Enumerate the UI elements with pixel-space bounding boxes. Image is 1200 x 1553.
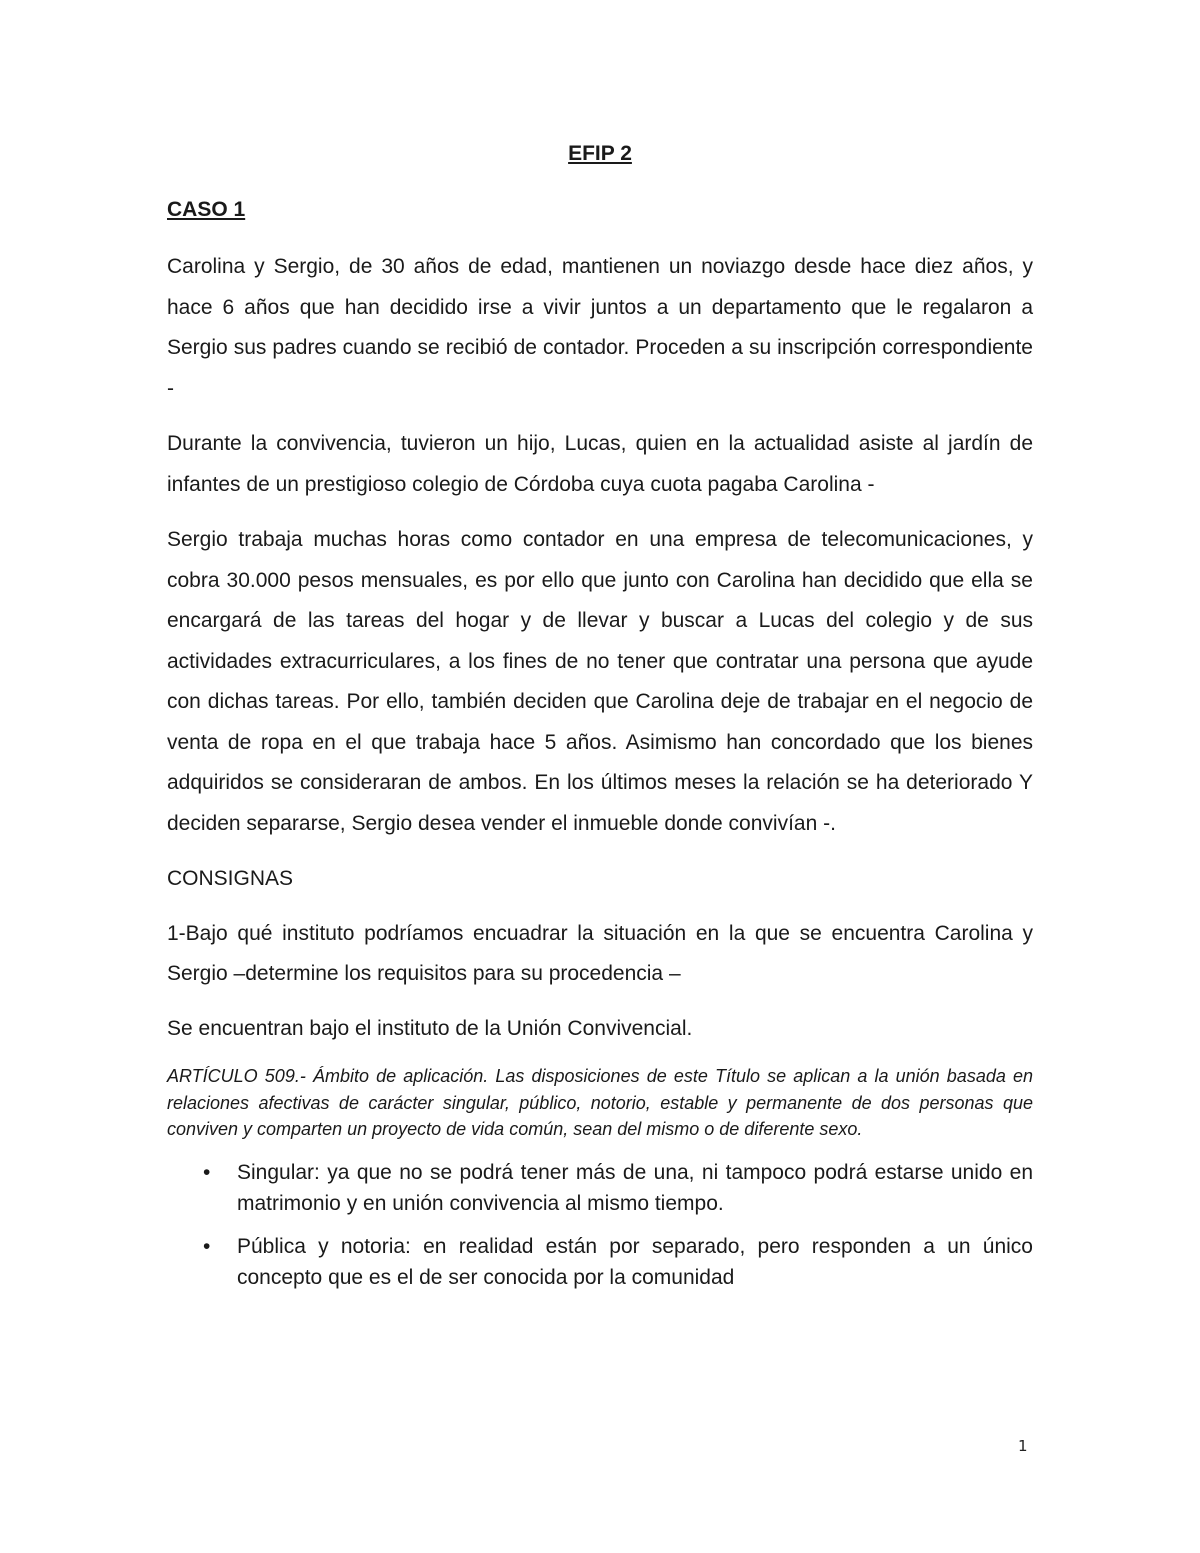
article-509-quote: ARTÍCULO 509.- Ámbito de aplicación. Las disposiciones de este Título se aplican a la unión basada en relaciones afectivas de carácter singular, público, notorio, estable y permanente de dos personas que conviven y comparten un proyecto de vida común, sean del mismo o de diferente sexo.	[167, 1066, 1033, 1139]
page-content	[167, 138, 1033, 1305]
list-item-text: Pública y notoria: en realidad están por separado, pero responden a un único concepto que es el de ser conocida por la comunidad	[237, 1234, 1033, 1289]
bullet-icon: •	[203, 1160, 211, 1184]
case-paragraph-2: Durante la convivencia, tuvieron un hijo, Lucas, quien en la actualidad asiste al jardín de infantes de un prestigioso colegio de Córdoba cuya cuota pagaba Carolina -	[167, 432, 1033, 496]
document-title: EFIP 2	[568, 142, 632, 165]
case-paragraph-1: Carolina y Sergio, de 30 años de edad, mantienen un noviazgo desde hace diez años, y hace 6 años que han decidido irse a vivir juntos a un departamento que le regalaron a Sergio sus padres cuando se recibió de contador. Proceden a su inscripción correspondiente -	[167, 255, 1033, 400]
answer-1: Se encuentran bajo el instituto de la Unión Convivencial.	[167, 1016, 693, 1040]
list-item	[167, 1157, 1033, 1219]
bullet-icon: •	[203, 1234, 211, 1258]
list-item-text: Singular: ya que no se podrá tener más de una, ni tampoco podrá estarse unido en matrimonio y en unión convivencia al mismo tiempo.	[237, 1160, 1033, 1215]
page-number: 1	[1018, 1437, 1028, 1455]
consignas-heading: CONSIGNAS	[167, 867, 294, 890]
list-item	[167, 1231, 1033, 1293]
requirements-list	[167, 1157, 1033, 1293]
question-1: 1-Bajo qué instituto podríamos encuadrar la situación en la que se encuentra Carolina y Sergio –determine los requisitos para su procedencia –	[167, 921, 1033, 985]
case-title: CASO 1	[167, 198, 246, 221]
case-paragraph-3: Sergio trabaja muchas horas como contador en una empresa de telecomunicaciones, y cobra 30.000 pesos mensuales, es por ello que junto con Carolina han decidido que ella se encargará de las tareas del hogar y de llevar y buscar a Lucas del colegio y de sus actividades extracurriculares, a los fines de no tener que contratar una persona que ayude con dichas tareas. Por ello, también deciden que Carolina deje de trabajar en el negocio de venta de ropa en el que trabaja hace 5 años. Asimismo han concordado que los bienes adquiridos se consideraran de ambos. En los últimos meses la relación se ha deteriorado Y deciden separarse, Sergio desea vender el inmueble donde convivían -.	[167, 528, 1033, 835]
